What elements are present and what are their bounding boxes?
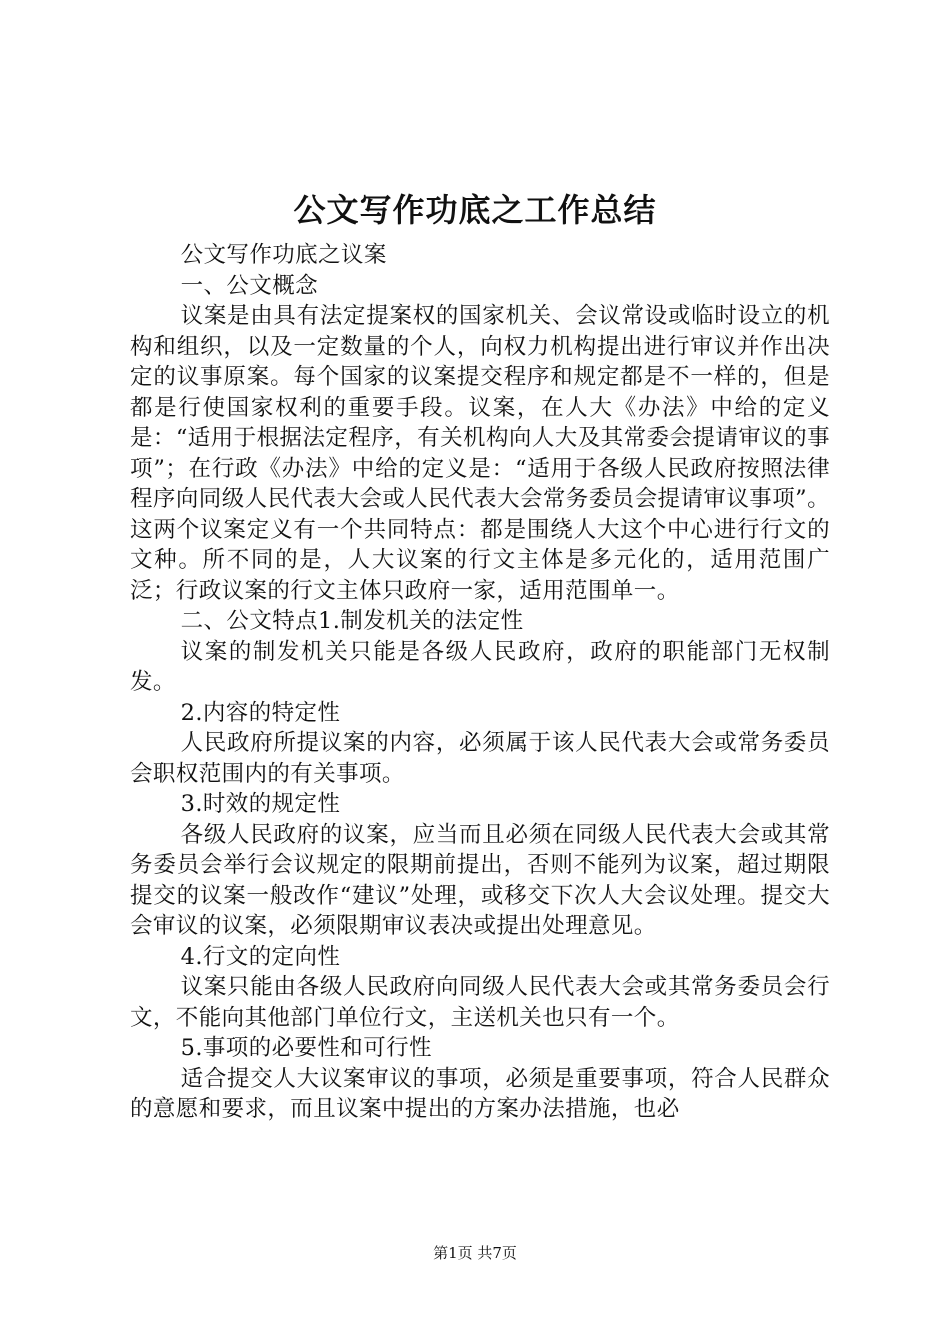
paragraph: 二、公文特点1.制发机关的法定性 [180, 608, 524, 634]
paragraph: 一、公文概念 [180, 272, 319, 299]
paragraph: 3.时效的规定性 [180, 791, 341, 817]
document-body [130, 240, 830, 1125]
page-footer: 第1页 共7页 [433, 1244, 517, 1262]
paragraph: 各级人民政府的议案，应当而且必须在同级人民代表大会或其常务委员会举行会议规定的限期前提出，否则不能列为议案，超过期限提交的议案一般改作“建议”处理，或移交下次人大会议处理。提交大会审议的议案，必须限期审议表决或提出处理意见。 [130, 821, 830, 939]
paragraph: 议案的制发机关只能是各级人民政府，政府的职能部门无权制发。 [130, 638, 830, 695]
document-title: 公文写作功底之工作总结 [293, 191, 657, 229]
paragraph: 议案只能由各级人民政府向同级人民代表大会或其常务委员会行文，不能向其他部门单位行文，主送机关也只有一个。 [130, 974, 830, 1031]
paragraph: 4.行文的定向性 [180, 943, 341, 970]
paragraph: 公文写作功底之议案 [180, 242, 387, 268]
paragraph: 适合提交人大议案审议的事项，必须是重要事项，符合人民群众的意愿和要求，而且议案中提出的方案办法措施，也必 [130, 1065, 830, 1122]
paragraph: 议案是由具有法定提案权的国家机关、会议常设或临时设立的机构和组织，以及一定数量的个人，向权力机构提出进行审议并作出决定的议事原案。每个国家的议案提交程序和规定都是不一样的，但是都是行使国家权利的重要手段。议案，在人大《办法》中给的定义是：“适用于根据法定程序，有关机构向人大及其常委会提请审议的事项”；在行政《办法》中给的定义是：“适用于各级人民政府按照法律程序向同级人民代表大会或人民代表大会常务委员会提请审议事项”。这两个议案定义有一个共同特点：都是围绕人大这个中心进行行文的文种。所不同的是，人大议案的行文主体是多元化的，适用范围广泛；行政议案的行文主体只政府一家，适用范围单一。 [130, 303, 830, 604]
paragraph: 5.事项的必要性和可行性 [180, 1035, 432, 1061]
paragraph: 2.内容的特定性 [180, 699, 341, 726]
paragraph: 人民政府所提议案的内容，必须属于该人民代表大会或常务委员会职权范围内的有关事项。 [130, 730, 830, 787]
